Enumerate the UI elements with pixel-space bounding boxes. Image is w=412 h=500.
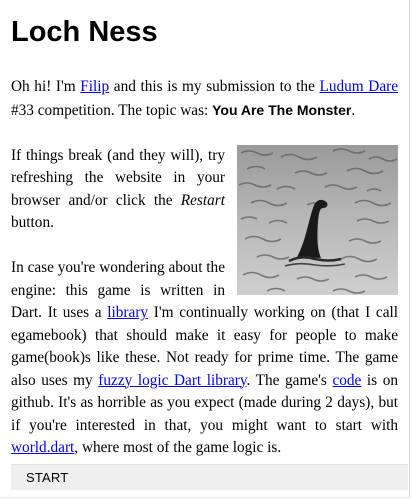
engine-text: is on github. It's as horrible as you expect (made during 2 days), but if you're interested in that, you might want to start with — [11, 371, 399, 434]
ludum-dare-link[interactable]: Ludum Dare — [319, 78, 398, 95]
monster-photo-image — [237, 145, 398, 295]
intro-text: #33 competition. The topic was: — [11, 101, 213, 119]
engine-text: . The game's — [246, 371, 333, 389]
engine-text: , where most of the game logic is. — [74, 439, 282, 456]
intro-text: . — [351, 101, 356, 119]
engine-text: I'm continually working on (that I call egamebook) that should make it easy for people to make game(book)s like these. Not ready for prime time. The game also uses my — [11, 304, 399, 389]
refresh-text: If things break (and they will), try refreshing the website in your browser and/or click the — [11, 146, 225, 209]
intro-paragraph — [11, 76, 398, 122]
loch-ness-monster-photo — [237, 145, 398, 295]
engine-text: In case you're wondering about the engine: this game is written in Dart. It uses a — [11, 259, 225, 321]
refresh-text: button. — [11, 214, 54, 231]
intro-text: Oh hi! I'm — [11, 78, 81, 95]
topic-text: You Are The Monster — [212, 101, 352, 118]
story-text — [11, 76, 398, 482]
intro-text: and this is my submission to the — [109, 78, 320, 95]
page-title: Loch Ness — [11, 16, 158, 48]
start-button[interactable]: START — [11, 464, 408, 490]
world-dart-link[interactable]: world.dart — [11, 439, 75, 456]
library-link[interactable]: library — [107, 304, 149, 321]
fuzzy-logic-library-link[interactable]: fuzzy logic Dart library — [98, 371, 247, 389]
author-link[interactable]: Filip — [80, 78, 110, 95]
code-link[interactable]: code — [332, 371, 362, 389]
restart-word: Restart — [180, 191, 225, 209]
